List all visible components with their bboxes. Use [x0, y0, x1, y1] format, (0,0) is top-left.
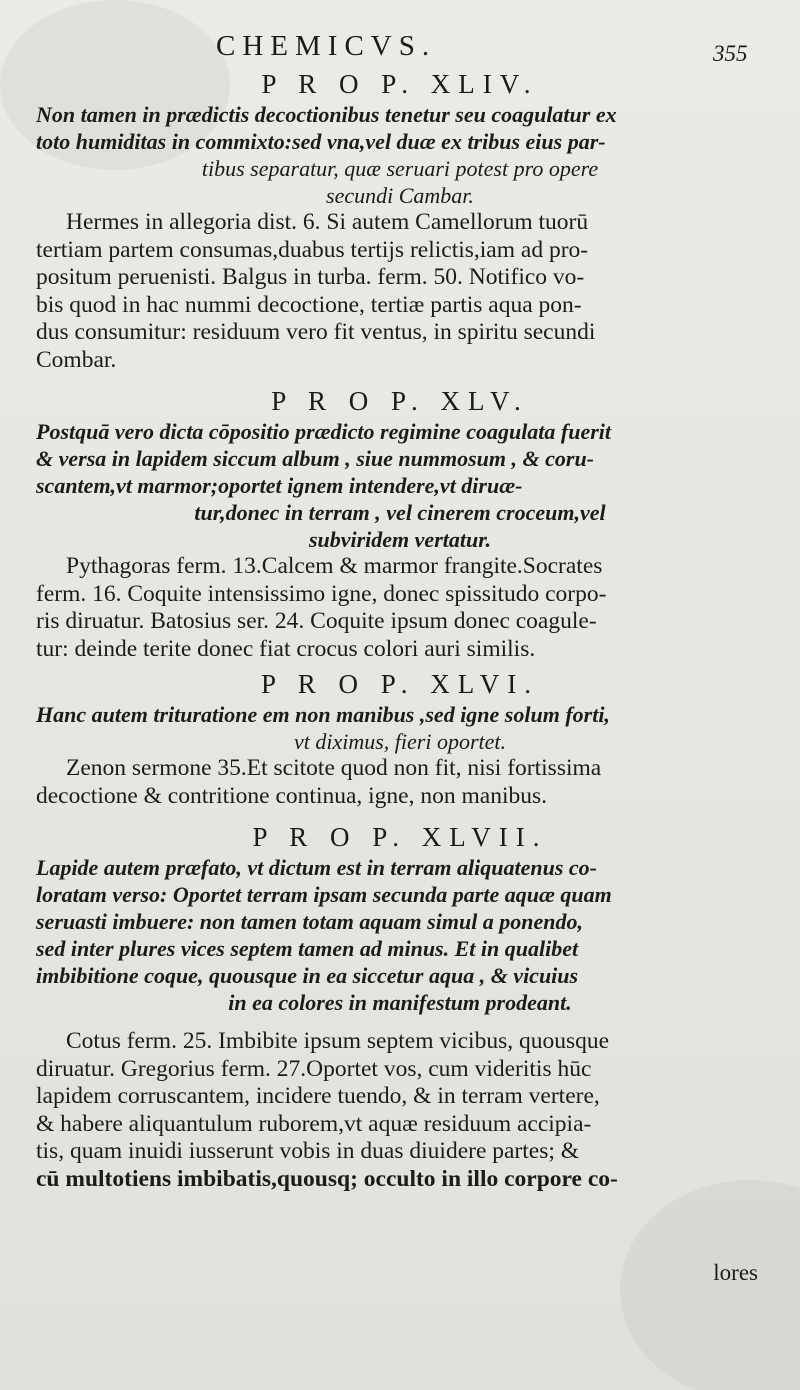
proposition-47 [36, 820, 764, 1193]
commentary-line: Pythagoras ferm. 13.Calcem & marmor frangite.Socrates [66, 553, 603, 579]
commentary-line: tur: deinde terite donec fiat crocus colori auri similis. [36, 635, 536, 662]
statement-line: subviridem vertatur. [308, 527, 492, 552]
running-head: CHEMICVS. [216, 30, 437, 62]
commentary-line: ris diruatur. Batosius ser. 24. Coquite ipsum donec coagule- [36, 608, 597, 634]
statement-line: in ea colores in manifestum prodeant. [228, 990, 572, 1015]
commentary-line: dus consumitur: residuum vero fit ventus, in spiritu secundi [36, 319, 596, 345]
section-spacer [36, 810, 764, 820]
commentary-line: Zenon sermone 35.Et scitote quod non fit, nisi fortissima [66, 755, 602, 781]
proposition-heading: P R O P. XLVI. [260, 669, 540, 699]
proposition-44 [36, 67, 764, 374]
statement-line: secundi Cambar. [326, 183, 474, 208]
statement-line: loratam verso: Oportet terram ipsam secunda parte aquæ quam [36, 882, 612, 907]
commentary [36, 209, 764, 374]
statement-line: & versa in lapidem siccum album , siue nummosum , & coru- [36, 446, 595, 471]
commentary-line: ferm. 16. Coquite intensissimo igne, donec spissitudo corpo- [36, 580, 607, 607]
proposition-heading: P R O P. XLVII. [252, 822, 548, 852]
commentary-line: bis quod in hac nummi decoctione, tertiæ partis aqua pon- [36, 291, 582, 318]
page-number: 355 [713, 41, 748, 66]
commentary-line: tis, quam inuidi iusserunt vobis in duas diuidere partes; & [36, 1138, 580, 1164]
statement-line: vt diximus, fieri oportet. [293, 729, 507, 754]
section-spacer [36, 1016, 764, 1028]
section-spacer [36, 374, 764, 384]
commentary-line: Cotus ferm. 25. Imbibite ipsum septem vicibus, quousque [66, 1028, 610, 1054]
proposition-46 [36, 667, 764, 810]
statement-line: tur,donec in terram , vel cinerem croceum,vel [194, 500, 606, 525]
statement-line: sed inter plures vices septem tamen ad minus. Et in qualibet [36, 936, 579, 961]
paper-stain [620, 1180, 800, 1390]
statement-line: Hanc autem trituratione em non manibus ,sed igne solum forti, [36, 702, 610, 727]
commentary-line: cū multotiens imbibatis,quousq; occulto in illo corpore co- [36, 1165, 618, 1192]
catchword: lores [713, 1260, 758, 1285]
proposition-45 [36, 384, 764, 663]
commentary [36, 755, 764, 810]
commentary-line: diruatur. Gregorius ferm. 27.Oportet vos, cum videritis hūc [36, 1055, 592, 1082]
statement-line: Postquā vero dicta cōpositio prædicto regimine coagulata fuerit [36, 419, 612, 444]
commentary [36, 553, 764, 663]
proposition-statement [36, 101, 764, 209]
text-block [36, 67, 764, 1193]
commentary-line: & habere aliquantulum ruborem,vt aquæ residuum accipia- [36, 1110, 592, 1137]
commentary-line: tertiam partem consumas,duabus tertijs relictis,iam ad pro- [36, 236, 589, 263]
commentary-line: decoctione & contritione continua, igne, non manibus. [36, 782, 547, 809]
statement-line: scantem,vt marmor;oportet ignem intendere,vt diruæ- [36, 473, 523, 498]
statement-line: Non tamen in prædictis decoctionibus tenetur seu coagulatur ex [36, 102, 617, 127]
proposition-heading: P R O P. XLIV. [261, 69, 539, 99]
commentary [36, 1028, 764, 1193]
statement-line: toto humiditas in commixto:sed vna,vel duæ ex tribus eius par- [36, 129, 606, 154]
proposition-statement [36, 854, 764, 1016]
proposition-heading: P R O P. XLV. [271, 386, 529, 416]
commentary-line: positum peruenisti. Balgus in turba. ferm. 50. Notifico vo- [36, 264, 585, 290]
statement-line: Lapide autem præfato, vt dictum est in terram aliquatenus co- [36, 855, 597, 880]
proposition-statement [36, 701, 764, 755]
commentary-line: Hermes in allegoria dist. 6. Si autem Camellorum tuorū [66, 209, 589, 235]
commentary-line: Combar. [36, 346, 117, 373]
statement-line: tibus separatur, quæ seruari potest pro opere [201, 156, 599, 181]
statement-line: seruasti imbuere: non tamen totam aquam simul a ponendo, [36, 909, 584, 934]
statement-line: imbibitione coque, quousque in ea siccetur aqua , & vicuius [36, 963, 579, 988]
proposition-statement [36, 418, 764, 553]
commentary-line: lapidem corruscantem, incidere tuendo, & in terram vertere, [36, 1083, 600, 1109]
